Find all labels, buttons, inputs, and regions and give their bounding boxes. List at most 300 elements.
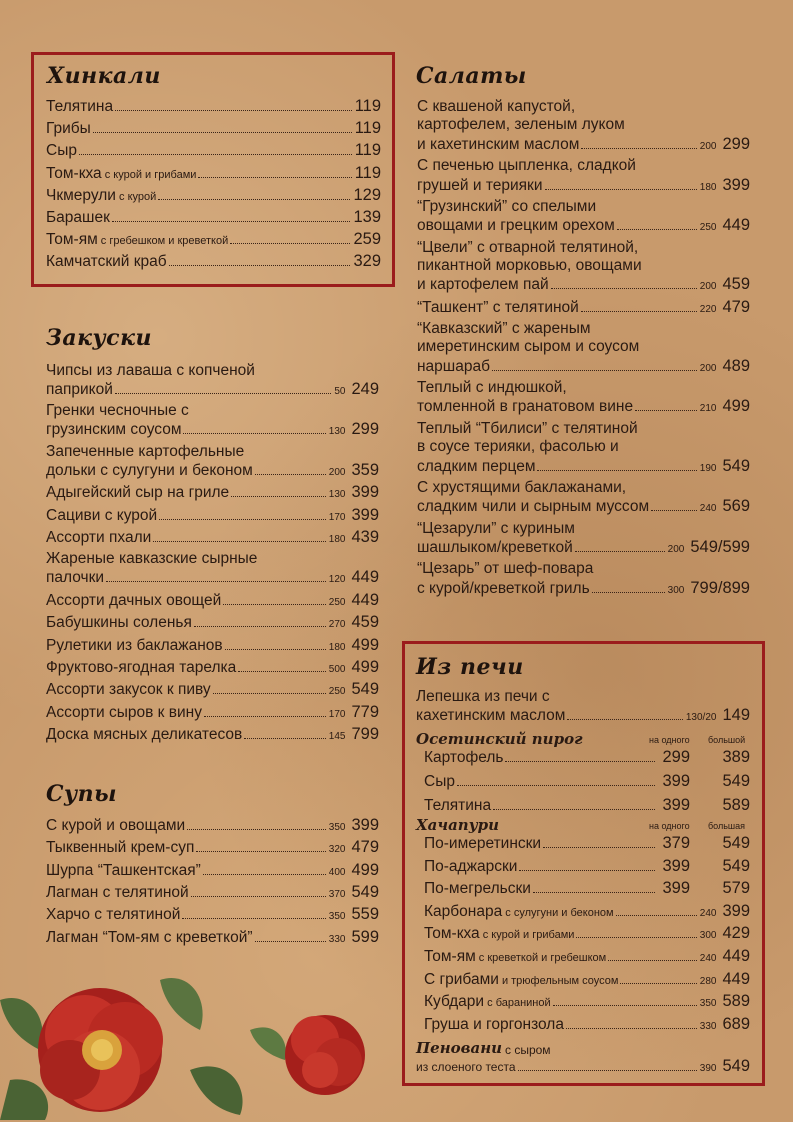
item-name: Ассорти дачных овощей xyxy=(46,591,222,609)
menu-item xyxy=(46,636,379,657)
item-name: По-аджарски xyxy=(424,857,518,875)
item-price: 589 xyxy=(722,992,750,1011)
item-name: Тыквенный крем-суп xyxy=(46,839,195,857)
item-weight: 240 xyxy=(699,503,717,515)
item-weight: 350 xyxy=(328,911,346,923)
item-weight: 200 xyxy=(328,466,346,478)
item-price-single: 399 xyxy=(662,856,690,875)
item-name: Ассорти закусок к пиву xyxy=(46,681,211,699)
item-name: Ассорти сыров к вину xyxy=(46,703,202,721)
item-weight: 180 xyxy=(328,641,346,653)
menu-item xyxy=(46,252,381,271)
menu-item xyxy=(46,725,379,746)
item-name-line: С хрустящими баклажанами, xyxy=(417,478,627,496)
menu-item xyxy=(424,748,750,767)
oven-title: Из печи xyxy=(416,654,524,680)
item-weight: 250 xyxy=(328,596,346,608)
item-name-line: “Цвели” с отварной телятиной, xyxy=(417,238,639,256)
item-price: 149 xyxy=(722,706,750,724)
khinkali-title: Хинкали xyxy=(47,63,161,89)
menu-item xyxy=(46,506,379,527)
menu-item xyxy=(424,902,750,923)
item-price: 299 xyxy=(722,134,750,153)
item-weight: 200 xyxy=(699,362,717,374)
item-price: 479 xyxy=(351,838,379,857)
item-name-line: Гренки чесночные с xyxy=(46,402,189,420)
dot-leader xyxy=(183,433,325,434)
menu-item xyxy=(46,883,379,904)
item-weight: 330 xyxy=(328,933,346,945)
penovani-title: Пеновани xyxy=(416,1039,503,1057)
item-name: Телятина xyxy=(46,98,114,115)
item-name: С грибами xyxy=(424,970,499,988)
item-name: Сациви с курой xyxy=(46,506,158,524)
item-price: 129 xyxy=(353,185,381,204)
item-name: грушей и терияки xyxy=(417,176,543,194)
item-weight: 240 xyxy=(699,953,717,964)
menu-item xyxy=(46,186,381,206)
item-name: Сыр xyxy=(424,773,455,790)
menu-item xyxy=(46,230,381,250)
menu-item xyxy=(424,1015,750,1036)
item-name: с курой/креветкой гриль xyxy=(417,579,590,597)
dot-leader xyxy=(616,915,697,916)
menu-item xyxy=(46,164,381,184)
item-note: с курой и грибами xyxy=(101,168,197,181)
item-name: Том-кха xyxy=(46,164,102,182)
item-price: 119 xyxy=(354,163,381,182)
dot-leader xyxy=(196,851,325,852)
item-price: 499 xyxy=(351,658,379,676)
item-price: 119 xyxy=(354,119,381,138)
dot-leader xyxy=(244,738,326,739)
item-name-line: в соусе терияки, фасолью и xyxy=(417,438,619,456)
dot-leader xyxy=(493,809,655,810)
item-price-single: 379 xyxy=(662,834,690,852)
menu-item xyxy=(424,970,750,991)
dot-leader xyxy=(566,1028,697,1029)
menu-item xyxy=(46,97,381,116)
dot-leader xyxy=(158,199,350,200)
item-price: 459 xyxy=(351,613,379,632)
item-weight: 330 xyxy=(699,1020,717,1032)
menu-item xyxy=(417,538,750,559)
dot-leader xyxy=(537,470,696,471)
item-price: 599 xyxy=(351,927,379,946)
item-name: Ассорти пхали xyxy=(46,529,152,546)
menu-item xyxy=(417,216,750,237)
item-price-large: 579 xyxy=(722,879,750,898)
dot-leader xyxy=(213,693,326,694)
item-price: 689 xyxy=(722,1014,750,1033)
dot-leader xyxy=(191,896,326,897)
item-weight: 170 xyxy=(328,708,346,720)
ossetian-pie-col-large: большой xyxy=(708,735,746,745)
item-price-single: 399 xyxy=(662,879,690,898)
dot-leader xyxy=(159,519,326,520)
item-price-single: 399 xyxy=(662,772,690,790)
item-name-line: пикантной морковью, овощами xyxy=(417,256,642,274)
item-name: Бабушкины соленья xyxy=(46,614,192,632)
dot-leader xyxy=(255,474,326,475)
penovani-note: с сыром xyxy=(505,1043,551,1057)
item-price: 119 xyxy=(354,97,381,115)
item-price: 549 xyxy=(351,680,379,699)
item-price: 449 xyxy=(351,590,379,609)
item-name: Том-ям xyxy=(424,948,476,965)
item-price-large: 389 xyxy=(722,748,750,766)
item-weight: 320 xyxy=(328,844,346,856)
menu-item xyxy=(424,947,750,968)
menu-item xyxy=(46,568,379,589)
item-price: 499 xyxy=(722,397,750,416)
dot-leader xyxy=(581,311,697,312)
item-price: 499 xyxy=(351,635,379,654)
menu-item xyxy=(417,275,750,296)
item-weight: 200 xyxy=(699,281,717,293)
item-price: 559 xyxy=(351,905,379,924)
item-weight: 280 xyxy=(699,975,717,987)
item-weight: 400 xyxy=(328,866,346,878)
menu-item xyxy=(46,591,379,612)
dot-leader xyxy=(592,592,665,593)
item-price-single: 299 xyxy=(662,748,690,766)
item-weight: 130/20 xyxy=(685,712,717,723)
item-name: С курой и овощами xyxy=(46,817,186,834)
item-weight: 500 xyxy=(328,664,346,675)
item-name: Чкмерули xyxy=(46,186,116,204)
item-weight: 130 xyxy=(328,426,346,438)
item-note: с сулугуни и беконом xyxy=(502,906,614,919)
dot-leader xyxy=(518,1070,697,1071)
item-name: Лагман с телятиной xyxy=(46,883,189,901)
dot-leader xyxy=(553,1005,697,1006)
item-weight: 390 xyxy=(699,1063,717,1074)
menu-item xyxy=(424,796,750,815)
dot-leader xyxy=(533,892,655,893)
menu-item xyxy=(417,176,750,197)
dot-leader xyxy=(620,983,696,984)
item-name: дольки с сулугуни и беконом xyxy=(46,461,253,479)
dot-leader xyxy=(106,581,326,582)
item-name: Том-ям xyxy=(46,231,98,249)
item-price: 439 xyxy=(351,528,379,546)
item-name: палочки xyxy=(46,569,105,587)
dot-leader xyxy=(153,541,326,542)
menu-item xyxy=(417,397,750,418)
item-name: Харчо с телятиной xyxy=(46,906,181,924)
item-name: Том-кха xyxy=(424,925,480,943)
item-note: с курой и грибами xyxy=(479,929,575,942)
item-price: 259 xyxy=(353,230,381,249)
item-name: Телятина xyxy=(424,797,492,814)
item-price: 549 xyxy=(722,456,750,475)
item-name: Доска мясных деликатесов xyxy=(46,726,243,744)
item-name: паприкой xyxy=(46,381,113,398)
menu-item xyxy=(424,879,750,898)
dot-leader xyxy=(231,496,326,497)
item-price: 399 xyxy=(351,505,379,524)
item-price: 329 xyxy=(353,252,381,271)
item-name: Фруктово-ягодная тарелка xyxy=(46,659,237,676)
dot-leader xyxy=(187,829,326,830)
item-name-line: Чипсы из лаваша с копченой xyxy=(46,362,255,379)
item-weight: 130 xyxy=(328,489,346,501)
dot-leader xyxy=(551,288,697,289)
item-price: 119 xyxy=(354,141,381,160)
dot-leader xyxy=(225,649,326,650)
item-name-line: имеретинским сыром и соусом xyxy=(417,338,640,356)
item-price: 489 xyxy=(722,356,750,375)
ossetian-pie-title: Осетинский пирог xyxy=(416,730,583,748)
item-weight: 120 xyxy=(328,574,346,586)
khachapuri-title: Хачапури xyxy=(416,816,500,834)
menu-item xyxy=(46,658,379,679)
item-price: 549 xyxy=(351,882,379,901)
item-weight: 220 xyxy=(699,303,717,315)
item-note: с курой xyxy=(115,190,157,203)
menu-item xyxy=(46,861,379,882)
item-price: 449 xyxy=(722,947,750,965)
item-price: 799/899 xyxy=(690,578,750,597)
item-weight: 300 xyxy=(699,930,717,942)
khachapuri-col-single: на одного xyxy=(649,821,690,831)
dot-leader xyxy=(203,874,326,875)
item-weight: 350 xyxy=(699,998,717,1010)
large-peony xyxy=(38,988,163,1112)
item-name-line: Жареные кавказские сырные xyxy=(46,550,258,568)
item-price: 549 xyxy=(722,1057,750,1075)
item-note: с креветкой и гребешком xyxy=(475,952,607,964)
item-price-large: 549 xyxy=(722,834,750,852)
menu-item xyxy=(46,905,379,926)
dot-leader xyxy=(223,604,325,605)
item-name: Картофель xyxy=(424,749,504,766)
item-price: 359 xyxy=(351,460,379,479)
item-name: Груша и горгонзола xyxy=(424,1015,564,1033)
item-name: и картофелем пай xyxy=(417,276,549,294)
dot-leader xyxy=(198,177,351,178)
item-price: 299 xyxy=(351,420,379,439)
item-price: 799 xyxy=(351,725,379,744)
item-name: Рулетики из баклажанов xyxy=(46,636,223,654)
dot-leader xyxy=(238,671,325,672)
dot-leader xyxy=(505,761,655,762)
dot-leader xyxy=(79,154,352,155)
menu-item xyxy=(417,357,750,378)
item-price: 459 xyxy=(722,275,750,294)
menu-item xyxy=(46,461,379,482)
item-name: Адыгейский сыр на гриле xyxy=(46,484,230,502)
item-price-large: 549 xyxy=(722,856,750,875)
dot-leader xyxy=(545,189,697,190)
item-name: сладким перцем xyxy=(417,457,536,475)
item-name: Грибы xyxy=(46,120,91,138)
menu-item xyxy=(46,613,379,634)
item-name: из слоеного теста xyxy=(416,1060,516,1074)
item-name: кахетинским маслом xyxy=(416,707,566,724)
item-weight: 350 xyxy=(328,822,346,833)
item-note: и трюфельным соусом xyxy=(498,974,619,987)
item-weight: 210 xyxy=(699,403,717,415)
menu-item xyxy=(424,924,750,945)
ossetian-pie-col-single: на одного xyxy=(649,735,690,745)
item-name-line: Запеченные картофельные xyxy=(46,442,245,460)
item-name-line: картофелем, зеленым луком xyxy=(417,116,625,134)
item-price: 399 xyxy=(722,175,750,194)
item-price: 449 xyxy=(722,969,750,988)
item-name-line: “Цезарь” от шеф-повара xyxy=(417,560,594,578)
menu-item xyxy=(417,497,750,518)
item-price: 779 xyxy=(351,702,379,721)
dot-leader xyxy=(581,148,696,149)
item-name: Барашек xyxy=(46,209,110,226)
menu-item xyxy=(416,706,750,727)
item-price: 449 xyxy=(722,216,750,235)
dot-leader xyxy=(255,941,326,942)
item-note: с гребешком и креветкой xyxy=(97,235,229,248)
item-name: По-имеретински xyxy=(424,835,542,852)
item-weight: 250 xyxy=(699,222,717,234)
menu-item xyxy=(424,772,750,791)
dot-leader xyxy=(169,265,351,266)
dot-leader xyxy=(194,626,326,627)
item-weight: 180 xyxy=(328,534,346,545)
snacks-title: Закуски xyxy=(46,325,152,351)
menu-item xyxy=(424,992,750,1013)
menu-item xyxy=(46,703,379,724)
item-name: сладким чили и сырным муссом xyxy=(417,498,650,516)
item-name: Кубдари xyxy=(424,993,485,1011)
item-weight: 180 xyxy=(699,181,717,193)
item-name: Сыр xyxy=(46,142,77,160)
item-name: томленной в гранатовом вине xyxy=(417,398,634,416)
item-price: 479 xyxy=(722,297,750,316)
khachapuri-col-large: большая xyxy=(708,821,746,831)
item-price: 449 xyxy=(351,568,379,587)
item-price: 499 xyxy=(351,860,379,879)
dot-leader xyxy=(575,551,665,552)
menu-item xyxy=(46,420,379,441)
item-name-line: С печенью цыпленка, сладкой xyxy=(417,157,636,175)
peony-flowers-decoration xyxy=(0,960,380,1120)
item-weight: 170 xyxy=(328,511,346,523)
item-name-line: “Цезарули” с куриным xyxy=(417,519,575,537)
menu-item xyxy=(417,298,750,319)
item-name: овощами и грецким орехом xyxy=(417,217,615,235)
dot-leader xyxy=(519,870,655,871)
menu-item xyxy=(417,135,750,156)
dot-leader xyxy=(457,785,655,786)
item-name: Лагман “Том-ям с креветкой” xyxy=(46,928,253,946)
item-weight: 190 xyxy=(699,462,717,474)
dot-leader xyxy=(230,243,350,244)
item-weight: 250 xyxy=(328,686,346,698)
item-price-large: 589 xyxy=(722,796,750,814)
item-name-line: Теплый “Тбилиси” с телятиной xyxy=(417,419,638,437)
item-name-line: Теплый с индюшкой, xyxy=(417,379,567,396)
small-peony-bud xyxy=(285,1015,365,1095)
menu-item xyxy=(46,838,379,859)
item-price: 249 xyxy=(351,380,379,398)
dot-leader xyxy=(93,132,352,133)
dot-leader xyxy=(617,229,697,230)
menu-item xyxy=(417,457,750,478)
dot-leader xyxy=(576,937,696,938)
item-price: 549/599 xyxy=(690,537,750,556)
item-weight: 300 xyxy=(667,584,685,596)
dot-leader xyxy=(204,716,326,717)
item-weight: 270 xyxy=(328,619,346,631)
item-name-line: “Грузинский” со спелыми xyxy=(417,197,597,215)
item-price: 399 xyxy=(722,901,750,920)
dot-leader xyxy=(112,221,351,222)
item-name-line: С квашеной капустой, xyxy=(417,98,576,115)
item-weight: 200 xyxy=(667,543,685,555)
menu-item xyxy=(417,579,750,600)
menu-item xyxy=(424,834,750,853)
dot-leader xyxy=(567,719,682,720)
item-name: Карбонара xyxy=(424,902,503,920)
item-name: шашлыком/креветкой xyxy=(417,538,573,556)
dot-leader xyxy=(115,110,352,111)
dot-leader xyxy=(492,370,697,371)
item-price: 399 xyxy=(351,816,379,834)
dot-leader xyxy=(182,918,325,919)
item-name: Камчатский краб xyxy=(46,253,167,271)
menu-item xyxy=(416,1057,750,1078)
item-price: 569 xyxy=(722,497,750,516)
item-name: Шурпа “Ташкентская” xyxy=(46,861,201,879)
item-weight: 370 xyxy=(328,888,346,900)
item-weight: 50 xyxy=(334,386,346,397)
menu-item xyxy=(46,528,379,549)
menu-item xyxy=(46,119,381,138)
item-name-line: “Кавказский” с жареным xyxy=(417,319,591,337)
dot-leader xyxy=(635,410,697,411)
item-weight: 145 xyxy=(328,731,346,743)
item-price: 399 xyxy=(351,483,379,502)
item-name: наршараб xyxy=(417,357,490,375)
dot-leader xyxy=(651,510,697,511)
menu-item xyxy=(46,208,381,227)
item-name-line: Лепешка из печи с xyxy=(416,688,550,705)
dot-leader xyxy=(115,393,331,394)
salads-title: Салаты xyxy=(416,63,527,89)
item-name: “Ташкент” с телятиной xyxy=(417,298,579,316)
menu-item xyxy=(46,816,379,837)
menu-item xyxy=(46,141,381,160)
item-name: и кахетинским маслом xyxy=(417,135,580,153)
item-note: с бараниной xyxy=(484,997,551,1010)
item-name: грузинским соусом xyxy=(46,421,182,439)
item-price: 429 xyxy=(722,924,750,943)
item-name: По-мегрельски xyxy=(424,880,531,898)
menu-item xyxy=(424,857,750,876)
dot-leader xyxy=(608,960,697,961)
dot-leader xyxy=(543,847,655,848)
menu-item xyxy=(46,380,379,401)
menu-item xyxy=(46,483,379,504)
menu-item xyxy=(46,680,379,701)
menu-item xyxy=(46,928,379,949)
soups-title: Супы xyxy=(46,781,118,807)
item-weight: 240 xyxy=(699,907,717,919)
item-weight: 200 xyxy=(699,140,717,152)
item-price: 139 xyxy=(353,208,381,226)
item-price-large: 549 xyxy=(722,772,750,790)
item-price-single: 399 xyxy=(662,796,690,814)
